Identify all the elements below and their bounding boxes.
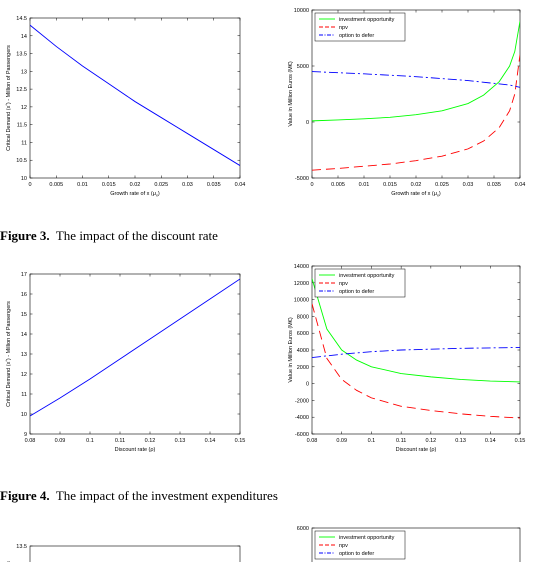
x-tick-label: 0.01 (77, 182, 88, 188)
x-tick-label: 0.14 (484, 438, 496, 444)
x-tick-label: 0.005 (331, 182, 345, 188)
figure-4-label: Figure 4. (0, 488, 50, 503)
y-tick-label: 14.5 (16, 16, 27, 22)
x-tick-label: 0.025 (154, 182, 169, 188)
x-tick-label: 0.08 (306, 438, 318, 444)
y-tick-label: 13.5 (16, 544, 27, 550)
chart-svg (0, 514, 250, 562)
legend-label: investment opportunity (339, 273, 395, 279)
y-tick-label: 11.5 (16, 122, 27, 129)
legend-label: option to defer (339, 289, 375, 295)
x-tick-label: 0.1 (86, 438, 94, 444)
chart-critical-demand-investment (0, 514, 250, 562)
x-tick-label: 0.15 (514, 438, 526, 444)
series-line-0 (30, 25, 240, 165)
y-tick-label: 2000 (296, 364, 309, 371)
x-tick-label: 0.13 (174, 438, 186, 444)
x-tick-label: 0.01 (358, 182, 370, 188)
x-tick-label: 0 (310, 182, 314, 188)
figure-3-text: The impact of the discount rate (55, 228, 218, 243)
y-tick-label: 12 (20, 104, 27, 111)
chart-values-growth (280, 6, 530, 206)
chart-critical-demand-growth (0, 6, 250, 206)
x-axis-label: Discount rate (ρ) (114, 447, 156, 453)
y-tick-label: 17 (20, 272, 27, 278)
y-axis-label: Value in Million Euros (M€) (288, 61, 294, 127)
plot-frame (30, 274, 240, 434)
x-tick-label: 0.12 (144, 438, 156, 444)
x-tick-label: 0.11 (395, 438, 407, 444)
y-axis-label: Critical Demand (x*) - Million of Passengers (4, 45, 12, 151)
x-tick-label: 0.14 (204, 438, 216, 444)
x-tick-label: 0.015 (383, 182, 397, 188)
plot-frame (30, 18, 240, 178)
y-axis-label: Value in Million Euros (M€) (288, 317, 294, 383)
y-tick-label: 10 (20, 176, 27, 182)
x-tick-label: 0.02 (410, 182, 422, 188)
y-tick-label: 0 (305, 381, 309, 388)
x-tick-label: 0.005 (49, 182, 64, 188)
x-tick-label: 0.04 (514, 182, 526, 188)
y-tick-label: 10000 (293, 297, 309, 304)
figure-3-label: Figure 3. (0, 228, 50, 243)
figure-4-text: The impact of the investment expenditures (55, 488, 278, 503)
legend-label: option to defer (339, 33, 375, 39)
plot-frame (30, 546, 240, 562)
y-tick-label: 12 (20, 372, 27, 378)
chart-svg (280, 262, 530, 462)
legend-label: option to defer (339, 551, 375, 557)
legend-label: investment opportunity (339, 535, 395, 541)
series-line-1 (312, 304, 520, 418)
x-axis-label: Discount rate (ρ) (395, 447, 437, 453)
y-tick-label: 14000 (293, 264, 309, 270)
x-tick-label: 0.09 (336, 438, 348, 444)
legend-label: investment opportunity (339, 17, 395, 23)
y-tick-label: 12.5 (16, 87, 27, 94)
chart-svg (0, 262, 250, 462)
x-tick-label: 0.1 (367, 438, 376, 444)
y-tick-label: 6000 (296, 331, 309, 338)
y-tick-label: 10 (20, 412, 27, 418)
figure-3-caption (0, 228, 218, 244)
x-tick-label: 0.035 (487, 182, 501, 188)
series-line-2 (312, 72, 520, 88)
x-tick-label: 0 (28, 182, 32, 188)
series-line-1 (312, 55, 520, 170)
x-tick-label: 0.03 (182, 182, 193, 188)
figure-4-caption (0, 488, 278, 504)
y-tick-label: -2000 (294, 398, 309, 405)
y-tick-label: 10.5 (16, 158, 27, 165)
x-tick-label: 0.09 (54, 438, 66, 444)
x-tick-label: 0.015 (101, 182, 116, 188)
y-tick-label: 4000 (296, 348, 309, 354)
chart-svg (0, 6, 250, 206)
y-tick-label: 13 (20, 352, 27, 358)
y-tick-label: 15 (20, 312, 27, 318)
y-tick-label: -6000 (294, 432, 309, 438)
y-tick-label: 12000 (293, 280, 309, 287)
x-tick-label: 0.025 (435, 182, 449, 188)
y-tick-label: 9 (23, 432, 27, 438)
x-tick-label: 0.03 (462, 182, 474, 188)
y-tick-label: 0 (305, 120, 309, 126)
x-tick-label: 0.12 (425, 438, 437, 444)
y-axis-label: Critical Demand (x*) - Million of Passengers (4, 301, 12, 407)
series-line-2 (312, 347, 520, 357)
legend-label: npv (339, 25, 348, 31)
y-tick-label: 10000 (293, 8, 309, 14)
y-tick-label: 14 (20, 33, 27, 40)
legend-label: npv (339, 543, 348, 549)
y-tick-label: 5000 (296, 64, 309, 70)
x-axis-label: Growth rate of x $(\mu_x)$ (391, 191, 441, 198)
y-tick-label: 11 (21, 392, 27, 398)
x-tick-label: 0.08 (24, 438, 36, 444)
y-tick-label: 16 (20, 292, 27, 298)
y-tick-label: -4000 (294, 415, 309, 422)
x-tick-label: 0.15 (234, 438, 246, 444)
chart-critical-demand-discount (0, 262, 250, 462)
legend-label: npv (339, 281, 348, 287)
y-tick-label: -5000 (294, 176, 309, 182)
x-tick-label: 0.02 (129, 182, 141, 188)
chart-values-discount (280, 262, 530, 462)
x-tick-label: 0.11 (114, 438, 126, 444)
y-tick-label: 13 (20, 69, 27, 76)
chart-svg (280, 514, 530, 562)
y-tick-label: 14 (20, 332, 27, 338)
x-tick-label: 0.13 (455, 438, 466, 444)
y-tick-label: 13.5 (16, 51, 27, 58)
series-line-0 (30, 279, 240, 416)
y-tick-label: 8000 (296, 314, 309, 321)
x-axis-label: Growth rate of x $(\mu_x)$ (110, 191, 160, 198)
chart-values-investment (280, 514, 530, 562)
x-tick-label: 0.035 (206, 182, 221, 188)
x-tick-label: 0.04 (234, 182, 246, 188)
y-tick-label: 11 (21, 140, 27, 147)
chart-svg (280, 6, 530, 206)
y-tick-label: 6000 (296, 526, 309, 532)
